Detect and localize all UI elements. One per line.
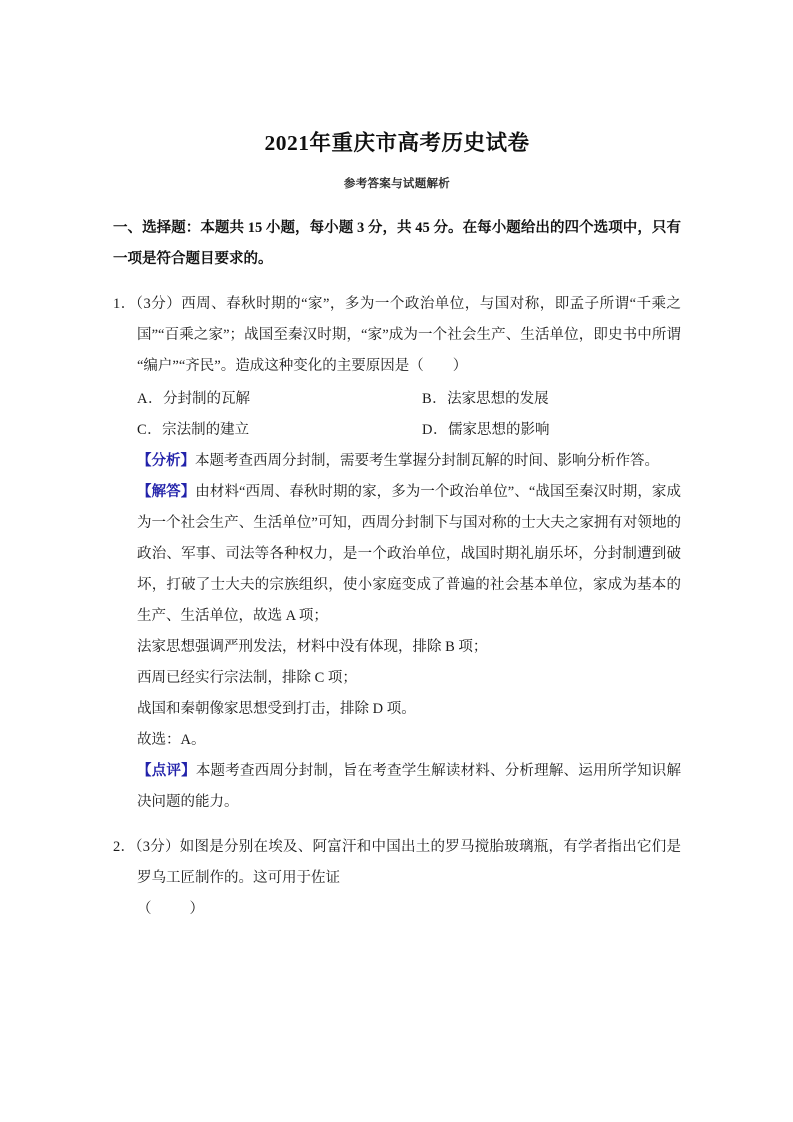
option-row-cd bbox=[137, 415, 681, 446]
solution-final-answer: 故选：A。 bbox=[137, 731, 206, 748]
option-c-label: C． bbox=[137, 421, 163, 438]
question-1-stem-line bbox=[113, 289, 681, 382]
option-a-text: 分封制的瓦解 bbox=[162, 390, 250, 407]
solution-paragraph bbox=[137, 477, 681, 632]
page-title: 2021年重庆市高考历史试卷 bbox=[264, 131, 530, 155]
page-content bbox=[113, 0, 681, 925]
analysis-paragraph bbox=[137, 446, 681, 477]
question-1-stem-text: 西周、春秋时期的“家”，多为一个政治单位，与国对称，即孟子所谓“千乘之国”“百乘之家”；战国至秦汉时期，“家”成为一个社会生产、生活单位，即史书中所谓“编户”“齐民”。造成这种变化的主要原因是（ ） bbox=[137, 295, 682, 374]
question-1-marks: （3分） bbox=[135, 295, 182, 312]
question-1-explanation bbox=[113, 446, 681, 818]
option-d-label: D． bbox=[422, 421, 448, 438]
question-1-options bbox=[113, 382, 681, 446]
solution-text: 由材料“西周、春秋时期的家，多为一个政治单位”、“战国至秦汉时期，家成为一个社会生产、生活单位”可知，西周分封制下与国对称的士大夫之家拥有对领地的政治、军事、司法等各种权力，是一个政治单位，战国时期礼崩乐坏，分封制遭到破坏，打破了士大夫的宗族组织，使小家庭变成了普遍的社会基本单位，家成为基本的生产、生活单位，故选 A 项； bbox=[137, 483, 682, 624]
option-b-label: B． bbox=[422, 390, 448, 407]
question-2-answer-paren: （ ） bbox=[137, 900, 207, 917]
option-c[interactable] bbox=[137, 415, 409, 446]
question-block-2 bbox=[113, 818, 681, 925]
section-heading: 一、选择题：本题共 15 小题，每小题 3 分，共 45 分。在每小题给出的四个选项中，只有一项是符合题目要求的。 bbox=[113, 219, 681, 267]
option-a-label: A． bbox=[137, 390, 163, 407]
question-1-number: 1． bbox=[113, 295, 136, 312]
option-d-text: 儒家思想的影响 bbox=[447, 421, 550, 438]
option-a[interactable] bbox=[137, 384, 409, 415]
solution-extra-line-3: 战国和秦朝像家思想受到打击，排除 D 项。 bbox=[137, 700, 416, 717]
question-2-marks: （3分） bbox=[135, 838, 180, 855]
analysis-tag: 【分析】 bbox=[137, 452, 195, 469]
comment-paragraph bbox=[137, 756, 681, 818]
question-block-1 bbox=[113, 275, 681, 818]
question-2-stem-line bbox=[113, 832, 681, 894]
option-d[interactable] bbox=[409, 415, 681, 446]
option-b[interactable] bbox=[409, 384, 681, 415]
analysis-text: 本题考查西周分封制，需要考生掌握分封制瓦解的时间、影响分析作答。 bbox=[195, 452, 659, 469]
question-2-stem-text: 如图是分别在埃及、阿富汗和中国出土的罗马搅胎玻璃瓶，有学者指出它们是罗乌工匠制作的。这可用于佐证 bbox=[137, 838, 681, 886]
solution-tag: 【解答】 bbox=[137, 483, 196, 500]
option-row-ab bbox=[137, 384, 681, 415]
solution-extra-line-1: 法家思想强调严刑发法，材料中没有体现，排除 B 项； bbox=[137, 638, 488, 655]
option-c-text: 宗法制的建立 bbox=[162, 421, 250, 438]
solution-extra-line-2: 西周已经实行宗法制，排除 C 项； bbox=[137, 669, 357, 686]
option-b-text: 法家思想的发展 bbox=[447, 390, 549, 407]
question-2-number: 2． bbox=[113, 838, 136, 855]
comment-tag: 【点评】 bbox=[137, 762, 196, 779]
comment-text: 本题考查西周分封制，旨在考查学生解读材料、分析理解、运用所学知识解决问题的能力。 bbox=[137, 762, 682, 810]
document-subtitle: 参考答案与试题解析 bbox=[343, 177, 451, 190]
